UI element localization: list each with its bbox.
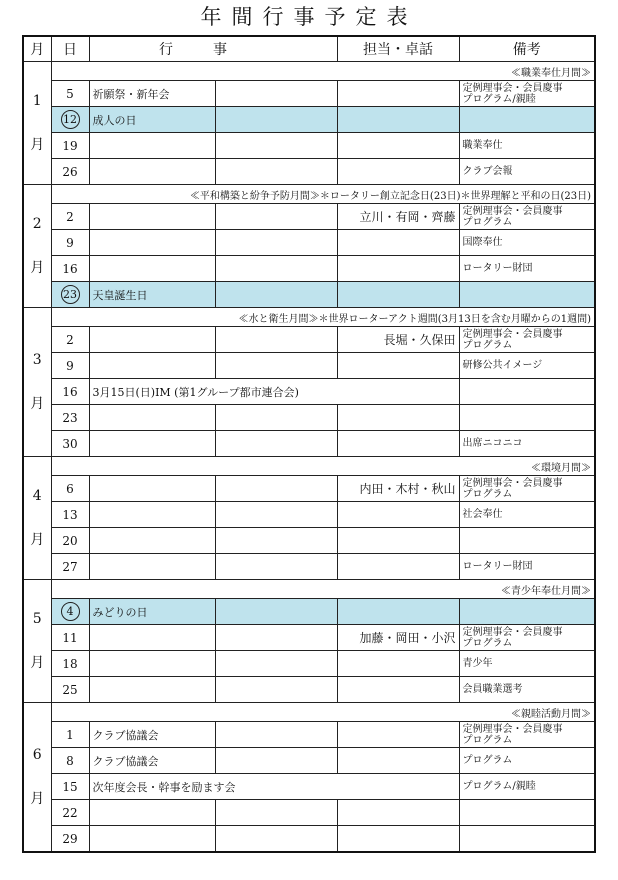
remarks-cell: 定例理事会・会員慶事 プログラム (459, 204, 595, 230)
event-cell (89, 256, 215, 282)
assign-cell (337, 554, 459, 580)
event-cell (89, 651, 215, 677)
day-cell: 19 (51, 133, 89, 159)
table-row (23, 204, 595, 230)
remarks-cell (459, 528, 595, 554)
month-number: 4 (32, 488, 42, 504)
header-event: 行事 (89, 36, 337, 62)
remarks-cell: 社会奉仕 (459, 502, 595, 528)
remarks-cell (459, 826, 595, 853)
month-theme: ≪環境月間≫ (51, 457, 595, 476)
assign-cell (337, 405, 459, 431)
assign-cell (337, 800, 459, 826)
assign-cell (337, 748, 459, 774)
remarks-cell: 研修公共イメージ (459, 353, 595, 379)
event-cell-2 (215, 353, 337, 379)
table-row (23, 748, 595, 774)
day-cell: 5 (51, 81, 89, 107)
event-cell-2 (215, 528, 337, 554)
month-theme: ≪平和構築と紛争予防月間≫＊ロータリー創立記念日(23日)＊世界理解と平和の日(23日) (51, 185, 595, 204)
assign-cell (337, 353, 459, 379)
month-number: 2 (32, 216, 42, 232)
event-cell-2 (215, 800, 337, 826)
table-row (23, 353, 595, 379)
day-cell: 22 (51, 800, 89, 826)
assign-cell (337, 826, 459, 853)
event-cell (89, 502, 215, 528)
header-assign: 担当・卓話 (337, 36, 459, 62)
day-cell: 16 (51, 379, 89, 405)
month-suffix: 月 (30, 655, 45, 671)
event-cell-2 (215, 625, 337, 651)
event-cell-2 (215, 204, 337, 230)
month-suffix: 月 (30, 532, 45, 548)
day-cell (51, 282, 89, 308)
event-cell (89, 625, 215, 651)
month-theme-row (23, 580, 595, 599)
event-cell (89, 353, 215, 379)
table-row (23, 826, 595, 853)
remarks-cell: プログラム/親睦 (459, 774, 595, 800)
table-row (23, 230, 595, 256)
remarks-cell: プログラム (459, 748, 595, 774)
table-row (23, 774, 595, 800)
event-cell (89, 405, 215, 431)
header-day: 日 (51, 36, 89, 62)
table-row (23, 133, 595, 159)
day-cell: 27 (51, 554, 89, 580)
table-row (23, 502, 595, 528)
event-cell (89, 327, 215, 353)
header-row (23, 36, 595, 62)
table-row (23, 651, 595, 677)
event-cell (89, 159, 215, 185)
remarks-cell (459, 379, 595, 405)
day-cell: 2 (51, 204, 89, 230)
day-cell: 16 (51, 256, 89, 282)
month-cell (23, 62, 51, 185)
month-theme: ≪親睦活動月間≫ (51, 703, 595, 722)
day-cell: 2 (51, 327, 89, 353)
event-cell: クラブ協議会 (89, 748, 215, 774)
day-cell (51, 107, 89, 133)
table-row (23, 528, 595, 554)
event-cell-2 (215, 327, 337, 353)
remarks-cell: 出席ニコニコ (459, 431, 595, 457)
table-row (23, 379, 595, 405)
table-row (23, 159, 595, 185)
assign-cell (337, 107, 459, 133)
remarks-cell (459, 800, 595, 826)
month-suffix: 月 (30, 137, 45, 153)
month-theme: ≪青少年奉仕月間≫ (51, 580, 595, 599)
remarks-cell: 定例理事会・会員慶事 プログラム (459, 722, 595, 748)
event-cell-2 (215, 722, 337, 748)
day-cell: 11 (51, 625, 89, 651)
event-cell (89, 230, 215, 256)
event-cell-2 (215, 230, 337, 256)
assign-cell (337, 502, 459, 528)
table-row (23, 405, 595, 431)
event-cell-2 (215, 81, 337, 107)
assign-cell: 長堀・久保田 (337, 327, 459, 353)
month-theme-row (23, 185, 595, 204)
event-cell-2 (215, 476, 337, 502)
assign-cell: 立川・有岡・齊藤 (337, 204, 459, 230)
event-cell-2 (215, 502, 337, 528)
table-row (23, 677, 595, 703)
assign-cell (337, 282, 459, 308)
event-cell-2 (215, 107, 337, 133)
remarks-cell (459, 405, 595, 431)
event-cell-2 (215, 826, 337, 853)
day-cell: 18 (51, 651, 89, 677)
day-cell: 15 (51, 774, 89, 800)
remarks-cell: ロータリー財団 (459, 554, 595, 580)
schedule-table (22, 35, 596, 853)
table-row (23, 722, 595, 748)
event-cell-2 (215, 677, 337, 703)
event-cell: クラブ協議会 (89, 722, 215, 748)
event-cell (89, 133, 215, 159)
page-title: 年間行事予定表 (200, 5, 418, 29)
month-theme-row (23, 62, 595, 81)
table-row (23, 625, 595, 651)
month-suffix: 月 (30, 396, 45, 412)
event-cell-2 (215, 431, 337, 457)
assign-cell (337, 256, 459, 282)
event-cell-2 (215, 554, 337, 580)
remarks-cell: クラブ会報 (459, 159, 595, 185)
holiday-name: みどりの日 (89, 599, 215, 625)
event-cell (89, 431, 215, 457)
table-row (23, 554, 595, 580)
day-cell: 20 (51, 528, 89, 554)
remarks-cell: 定例理事会・会員慶事 プログラム/親睦 (459, 81, 595, 107)
assign-cell (337, 651, 459, 677)
day-cell: 25 (51, 677, 89, 703)
event-cell-2 (215, 748, 337, 774)
event-cell-2 (215, 405, 337, 431)
remarks-cell: 国際奉仕 (459, 230, 595, 256)
event-cell (89, 554, 215, 580)
month-suffix: 月 (30, 260, 45, 276)
event-cell: 3月15日(日)IM (第1グループ都市連合会) (89, 379, 459, 405)
month-cell (23, 457, 51, 580)
remarks-cell: 定例理事会・会員慶事 プログラム (459, 625, 595, 651)
event-cell-2 (215, 159, 337, 185)
event-cell-2 (215, 133, 337, 159)
table-row (23, 282, 595, 308)
assign-cell (337, 528, 459, 554)
table-row (23, 256, 595, 282)
event-cell (89, 677, 215, 703)
day-cell: 13 (51, 502, 89, 528)
day-cell: 30 (51, 431, 89, 457)
event-cell-2 (215, 282, 337, 308)
day-cell: 9 (51, 353, 89, 379)
day-cell: 23 (51, 405, 89, 431)
event-cell (89, 826, 215, 853)
month-cell (23, 185, 51, 308)
holiday-name: 天皇誕生日 (89, 282, 215, 308)
assign-cell: 内田・木村・秋山 (337, 476, 459, 502)
table-row (23, 431, 595, 457)
event-cell (89, 800, 215, 826)
remarks-cell: 職業奉仕 (459, 133, 595, 159)
remarks-cell: 青少年 (459, 651, 595, 677)
month-number: 1 (32, 93, 42, 109)
month-number: 3 (32, 352, 42, 368)
day-cell: 1 (51, 722, 89, 748)
holiday-circle-day: 4 (61, 602, 80, 621)
month-theme: ≪職業奉仕月間≫ (51, 62, 595, 81)
day-cell: 26 (51, 159, 89, 185)
month-theme: ≪水と衛生月間≫＊世界ローターアクト週間(3月13日を含む月曜からの1週間) (51, 308, 595, 327)
assign-cell (337, 431, 459, 457)
assign-cell (337, 599, 459, 625)
event-cell-2 (215, 651, 337, 677)
assign-cell (337, 677, 459, 703)
table-row (23, 327, 595, 353)
remarks-cell: 会員職業選考 (459, 677, 595, 703)
month-cell (23, 703, 51, 853)
event-cell (89, 204, 215, 230)
month-suffix: 月 (30, 791, 45, 807)
month-theme-row (23, 457, 595, 476)
table-row (23, 800, 595, 826)
remarks-cell: ロータリー財団 (459, 256, 595, 282)
day-cell: 29 (51, 826, 89, 853)
assign-cell (337, 133, 459, 159)
remarks-cell: 定例理事会・会員慶事 プログラム (459, 476, 595, 502)
holiday-circle-day: 23 (61, 285, 80, 304)
header-month: 月 (23, 36, 51, 62)
month-theme-row (23, 308, 595, 327)
remarks-cell (459, 599, 595, 625)
assign-cell (337, 230, 459, 256)
month-cell (23, 580, 51, 703)
event-cell (89, 476, 215, 502)
remarks-cell (459, 107, 595, 133)
event-cell-2 (215, 256, 337, 282)
assign-cell (337, 722, 459, 748)
holiday-circle-day: 12 (61, 110, 80, 129)
month-number: 5 (32, 611, 42, 627)
day-cell (51, 599, 89, 625)
table-row (23, 81, 595, 107)
event-cell: 次年度会長・幹事を励ます会 (89, 774, 459, 800)
assign-cell (337, 81, 459, 107)
month-number: 6 (32, 747, 42, 763)
day-cell: 9 (51, 230, 89, 256)
day-cell: 6 (51, 476, 89, 502)
remarks-cell: 定例理事会・会員慶事 プログラム (459, 327, 595, 353)
assign-cell: 加藤・岡田・小沢 (337, 625, 459, 651)
event-cell-2 (215, 599, 337, 625)
event-cell (89, 528, 215, 554)
assign-cell (337, 159, 459, 185)
table-row (23, 476, 595, 502)
day-cell: 8 (51, 748, 89, 774)
header-remarks: 備考 (459, 36, 595, 62)
table-row (23, 107, 595, 133)
table-row (23, 599, 595, 625)
remarks-cell (459, 282, 595, 308)
event-cell: 祈願祭・新年会 (89, 81, 215, 107)
month-theme-row (23, 703, 595, 722)
holiday-name: 成人の日 (89, 107, 215, 133)
month-cell (23, 308, 51, 457)
